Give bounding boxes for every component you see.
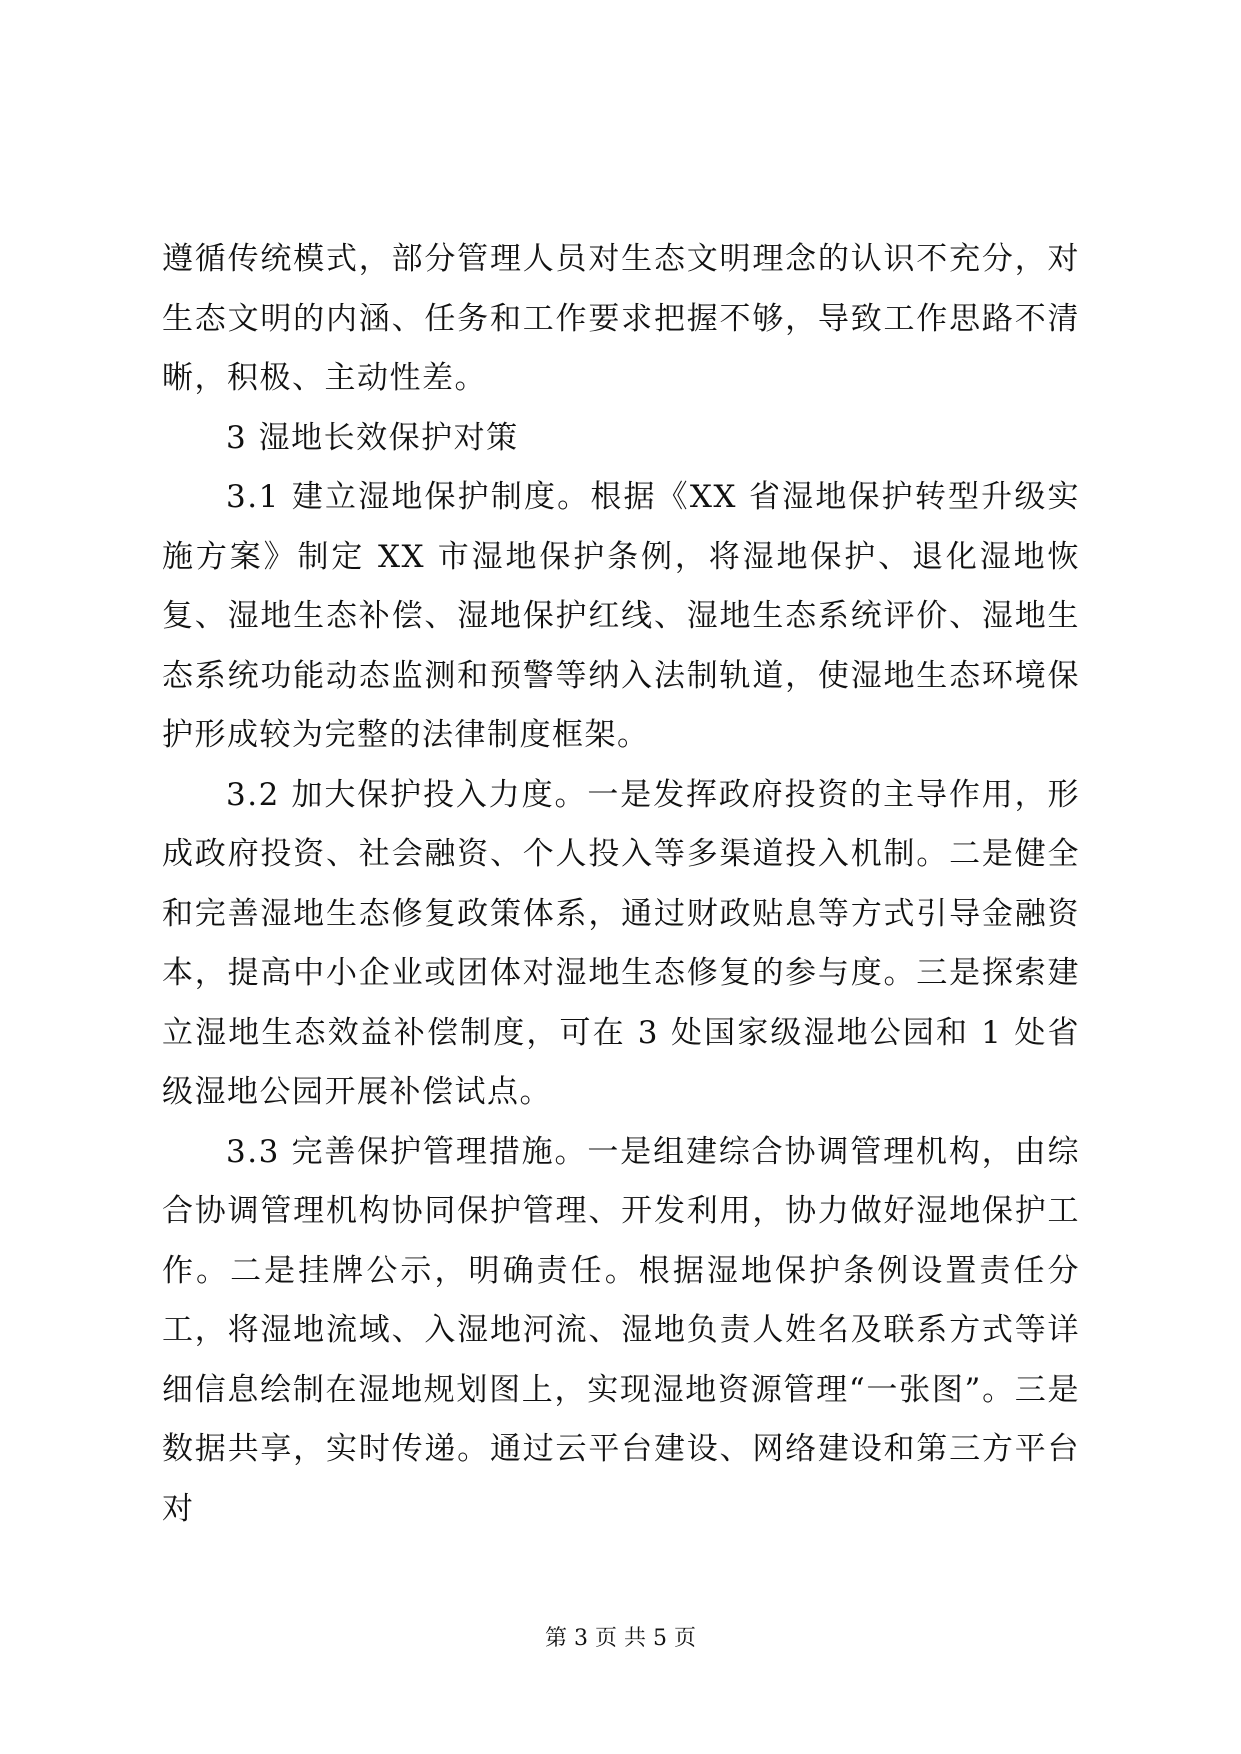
paragraph-3-2: 3.2 加大保护投入力度。一是发挥政府投资的主导作用，形成政府投资、社会融资、个人投入等多渠道投入机制。二是健全和完善湿地生态修复政策体系，通过财政贴息等方式引导金融资本，提高中小企业或团体对湿地生态修复的参与度。三是探索建立湿地生态效益补偿制度，可在 3 处国家级湿地公园和 1 处省级湿地公园开展补偿试点。 (162, 776, 1080, 1110)
section-heading-3: 3 湿地长效保护对策 (226, 419, 519, 456)
document-body (162, 230, 1080, 1539)
paragraph-continuation: 遵循传统模式，部分管理人员对生态文明理念的认识不充分，对生态文明的内涵、任务和工作要求把握不够，导致工作思路不清晰，积极、主动性差。 (162, 241, 1080, 396)
paragraph-3-3: 3.3 完善保护管理措施。一是组建综合协调管理机构，由综合协调管理机构协同保护管理、开发利用，协力做好湿地保护工作。二是挂牌公示，明确责任。根据湿地保护条例设置责任分工，将湿地流域、入湿地河流、湿地负责人姓名及联系方式等详细信息绘制在湿地规划图上，实现湿地资源管理“一张图”。三是数据共享，实时传递。通过云平台建设、网络建设和第三方平台对 (162, 1133, 1080, 1527)
paragraph-3-1: 3.1 建立湿地保护制度。根据《XX 省湿地保护转型升级实施方案》制定 XX 市湿地保护条例，将湿地保护、退化湿地恢复、湿地生态补偿、湿地保护红线、湿地生态系统评价、湿地生态系统功能动态监测和预警等纳入法制轨道，使湿地生态环境保护形成较为完整的法律制度框架。 (162, 479, 1080, 753)
page-number-footer: 第 3 页 共 5 页 (545, 1626, 696, 1651)
